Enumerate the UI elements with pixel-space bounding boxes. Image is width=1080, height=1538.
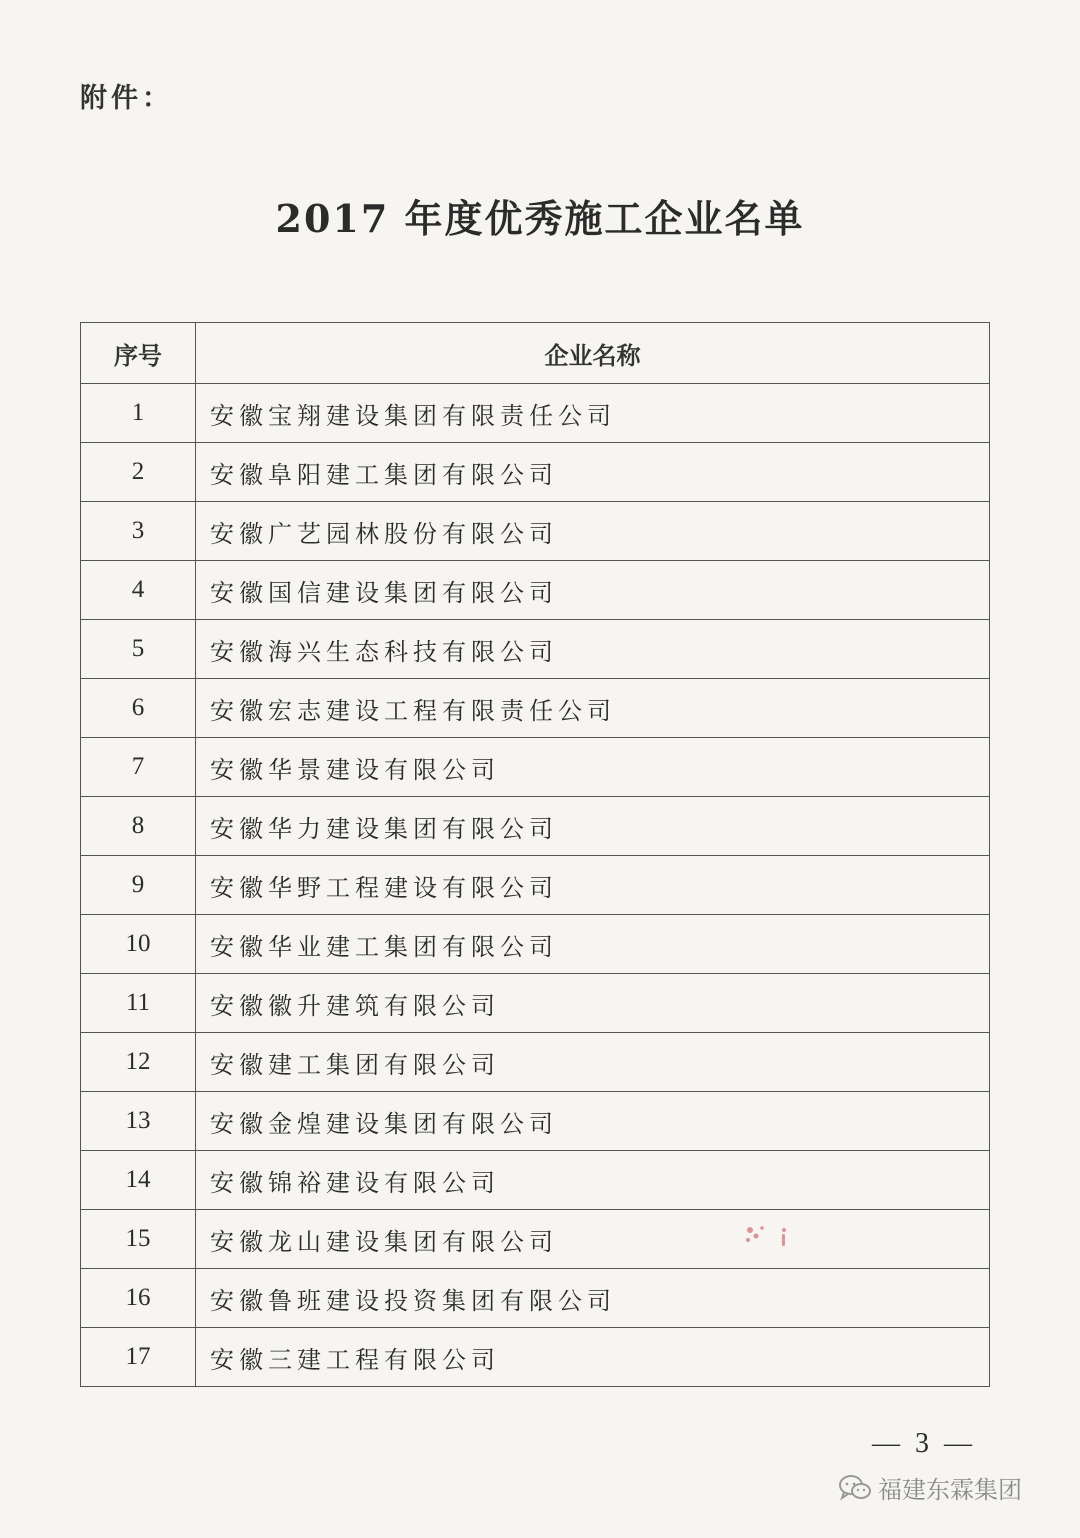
company-name: 安徽宏志建设工程有限责任公司 [196,679,990,738]
table-row [81,915,990,974]
page-number: — 3 — [872,1428,976,1459]
attachment-label: 附件： [80,83,173,114]
row-number: 9 [81,856,196,915]
company-name: 安徽建工集团有限公司 [196,1033,990,1092]
row-number: 6 [81,679,196,738]
company-name: 安徽宝翔建设集团有限责任公司 [196,384,990,443]
row-number: 8 [81,797,196,856]
table-row [81,1269,990,1328]
table-row [81,1328,990,1387]
company-name: 安徽国信建设集团有限公司 [196,561,990,620]
row-number: 5 [81,620,196,679]
row-number: 3 [81,502,196,561]
table-row [81,1033,990,1092]
table-row [81,384,990,443]
row-number: 1 [81,384,196,443]
company-name: 安徽龙山建设集团有限公司 [196,1210,990,1269]
table-row [81,856,990,915]
table-row [81,1092,990,1151]
row-number: 2 [81,443,196,502]
table-row [81,620,990,679]
table-row [81,502,990,561]
table-row [81,1151,990,1210]
document-title: 2017 年度优秀施工企业名单 [275,196,805,241]
company-name: 安徽华野工程建设有限公司 [196,856,990,915]
column-header-no: 序号 [81,323,196,384]
company-name: 安徽华业建工集团有限公司 [196,915,990,974]
company-name: 安徽阜阳建工集团有限公司 [196,443,990,502]
row-number: 14 [81,1151,196,1210]
company-name: 安徽徽升建筑有限公司 [196,974,990,1033]
table-row [81,443,990,502]
row-number: 16 [81,1269,196,1328]
company-list-table [80,322,990,1387]
row-number: 10 [81,915,196,974]
column-header-company: 企业名称 [196,323,990,384]
table-row [81,797,990,856]
row-number: 13 [81,1092,196,1151]
row-number: 11 [81,974,196,1033]
row-number: 4 [81,561,196,620]
table-row [81,974,990,1033]
row-number: 15 [81,1210,196,1269]
company-name: 安徽锦裕建设有限公司 [196,1151,990,1210]
red-stamp-trace [740,1222,794,1248]
company-name: 安徽鲁班建设投资集团有限公司 [196,1269,990,1328]
wechat-icon [838,1473,872,1503]
row-number: 17 [81,1328,196,1387]
company-name: 安徽广艺园林股份有限公司 [196,502,990,561]
table-row [81,1210,990,1269]
row-number: 12 [81,1033,196,1092]
company-name: 安徽华景建设有限公司 [196,738,990,797]
table-row [81,679,990,738]
row-number: 7 [81,738,196,797]
company-name: 安徽海兴生态科技有限公司 [196,620,990,679]
company-name: 安徽金煌建设集团有限公司 [196,1092,990,1151]
table-row [81,561,990,620]
table-header-row [81,323,990,384]
watermark-text: 福建东霖集团 [878,1476,1022,1504]
wechat-watermark [838,1470,1022,1505]
company-name: 安徽华力建设集团有限公司 [196,797,990,856]
company-name: 安徽三建工程有限公司 [196,1328,990,1387]
table-row [81,738,990,797]
